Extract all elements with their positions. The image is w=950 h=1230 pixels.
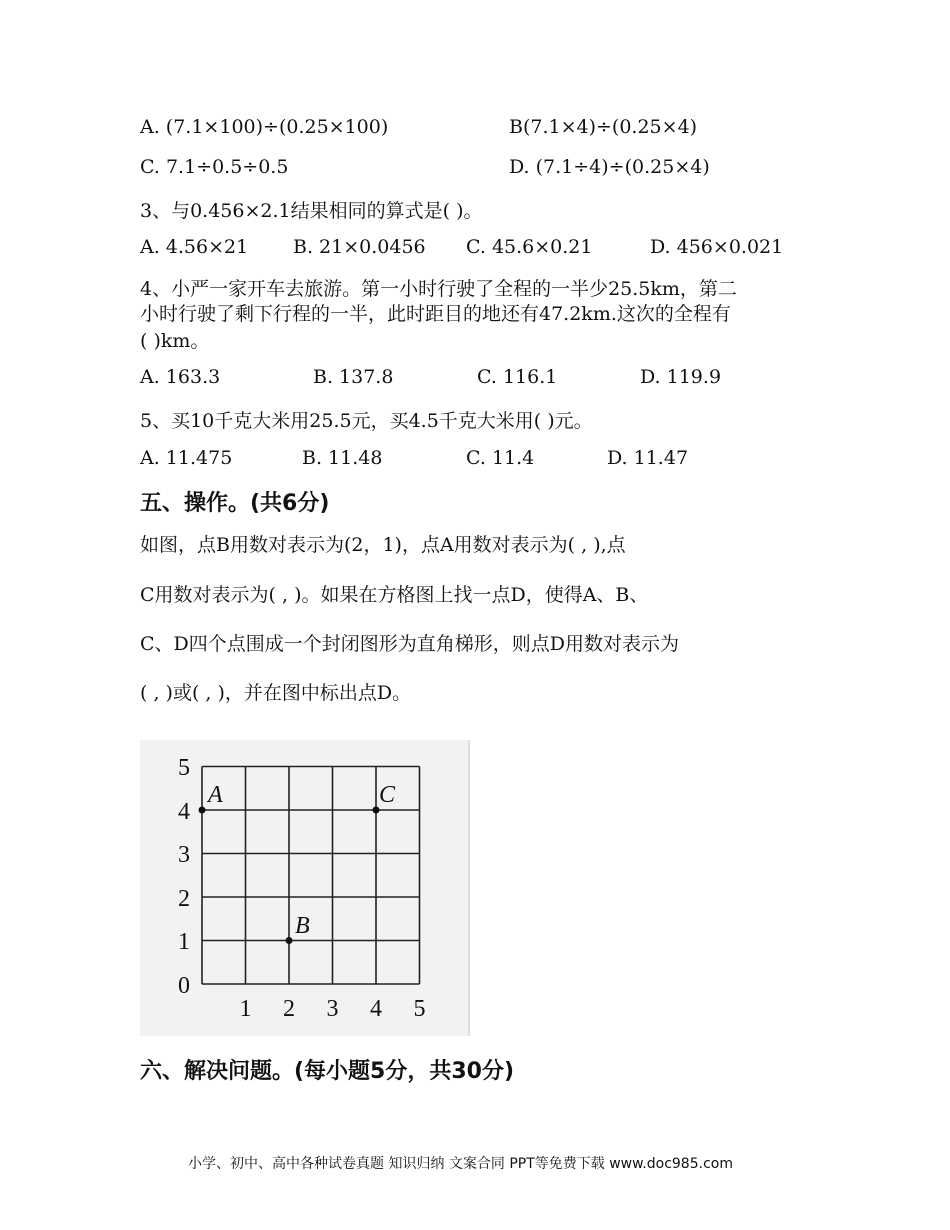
- q2-option-a: A. (7.1×100)÷(0.25×100): [140, 116, 389, 138]
- x-label-4: 4: [370, 996, 382, 1022]
- section5-heading: 五、操作。(共6分): [140, 491, 330, 516]
- q3-option-a: A. 4.56×21: [140, 236, 249, 258]
- section5-line2: C用数对表示为( , )。如果在方格图上找一点D，使得A、B、: [140, 584, 649, 606]
- point-c-label: C: [379, 782, 396, 808]
- section5-line3: C、D四个点围成一个封闭图形为直角梯形，则点D用数对表示为: [140, 633, 680, 655]
- q5-option-b: B. 11.48: [302, 447, 383, 469]
- x-label-5: 5: [413, 996, 426, 1022]
- y-label-3: 3: [178, 842, 190, 868]
- q4-stem-line3: ( )km。: [140, 330, 210, 352]
- point-b-label: B: [295, 913, 310, 939]
- q4-option-a: A. 163.3: [140, 366, 221, 388]
- coordinate-grid-svg: [140, 740, 470, 1036]
- q4-stem-line2: 小时行驶了剩下行程的一半，此时距目的地还有47.2km.这次的全程有: [140, 303, 731, 325]
- q3-option-d: D. 456×0.021: [650, 236, 784, 258]
- q2-option-b: B(7.1×4)÷(0.25×4): [509, 116, 698, 138]
- q2-option-d: D. (7.1÷4)÷(0.25×4): [509, 156, 710, 178]
- section6-heading: 六、解决问题。(每小题5分，共30分): [140, 1059, 515, 1084]
- q3-option-c: C. 45.6×0.21: [466, 236, 593, 258]
- q2-option-c: C. 7.1÷0.5÷0.5: [140, 156, 289, 178]
- y-label-5: 5: [178, 755, 190, 781]
- y-label-2: 2: [178, 886, 190, 912]
- point-b-marker: [286, 937, 293, 944]
- y-label-4: 4: [178, 799, 190, 825]
- point-a-label: A: [208, 782, 223, 808]
- q4-stem-line1: 4、小严一家开车去旅游。第一小时行驶了全程的一半少25.5km，第二: [140, 278, 737, 300]
- q5-option-c: C. 11.4: [466, 447, 535, 469]
- q5-option-a: A. 11.475: [140, 447, 233, 469]
- page-footer: 小学、初中、高中各种试卷真题 知识归纳 文案合同 PPT等免费下载 www.doc985.com: [188, 1156, 733, 1172]
- y-label-0: 0: [178, 973, 190, 999]
- q4-option-d: D. 119.9: [640, 366, 722, 388]
- q4-option-c: C. 116.1: [477, 366, 558, 388]
- x-label-2: 2: [283, 996, 295, 1022]
- x-label-3: 3: [326, 996, 339, 1022]
- q3-stem: 3、与0.456×2.1结果相同的算式是( )。: [140, 200, 483, 222]
- coordinate-grid-figure: [140, 740, 470, 1036]
- q4-option-b: B. 137.8: [313, 366, 394, 388]
- section5-line4: ( , )或( , )，并在图中标出点D。: [140, 682, 412, 704]
- q5-option-d: D. 11.47: [607, 447, 689, 469]
- figure-edge: [468, 740, 470, 1036]
- q5-stem: 5、买10千克大米用25.5元，买4.5千克大米用( )元。: [140, 410, 593, 432]
- x-label-1: 1: [239, 996, 252, 1022]
- q3-option-b: B. 21×0.0456: [293, 236, 426, 258]
- point-a-marker: [199, 807, 206, 814]
- y-label-1: 1: [178, 929, 190, 955]
- section5-line1: 如图，点B用数对表示为(2，1)，点A用数对表示为( , ),点: [140, 534, 626, 556]
